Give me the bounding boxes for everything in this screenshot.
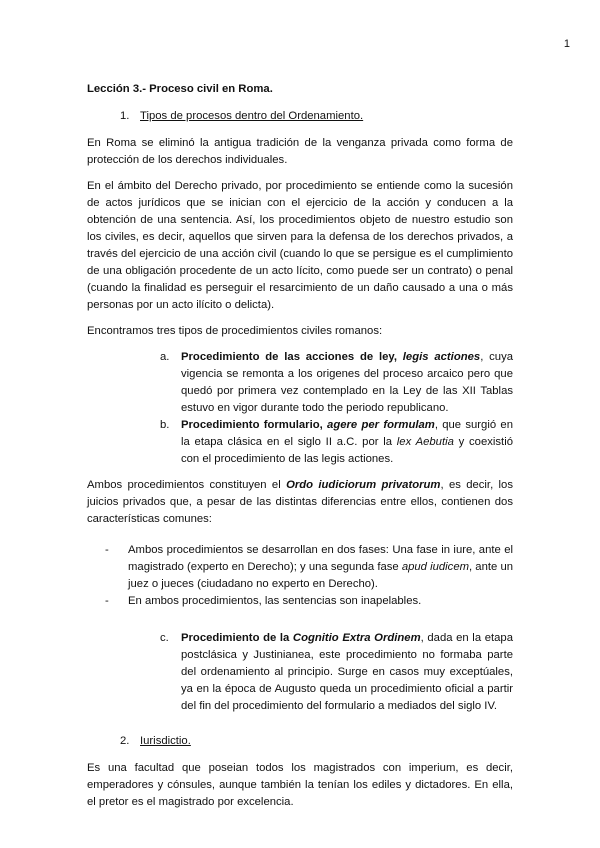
section-heading-1 — [120, 108, 513, 125]
section-number: 2. — [120, 735, 130, 747]
list-item: c. Procedimiento de la Cognitio Extra Ordinem, dada en la etapa postclásica y Justinianea, este procedimiento no formaba parte del ordenamiento al principio. Surge en casos muy exceptúales, ya en la época de Augusto queda un procedimiento oficial a partir del fin del procedimiento del formulario a mediados del siglo IV. — [160, 632, 513, 712]
paragraph: Encontramos tres tipos de procedimientos civiles romanos: — [87, 325, 383, 337]
paragraph: En Roma se eliminó la antigua tradición de la venganza privada como forma de protección de los derechos individuales. — [87, 137, 513, 166]
page-number: 1 — [563, 38, 570, 50]
list-marker: - — [105, 544, 109, 556]
paragraph: Ambos procedimientos constituyen el Ordo iudiciorum privatorum, es decir, los juicios privados que, a pesar de las distintas diferencias entre ellos, contienen dos características comunes: — [87, 479, 513, 525]
lesson-title: Lección 3.- Proceso civil en Roma. — [87, 83, 273, 95]
list-item: b. Procedimiento formulario, agere per formulam, que surgió en la etapa clásica en el siglo II a.C. por la lex Aebutia y coexistió con el procedimiento de las legis actiones. — [160, 419, 513, 465]
section-title: Iurisdictio. — [140, 735, 191, 747]
section-title: Tipos de procesos dentro del Ordenamiento. — [140, 110, 364, 122]
section-heading-2 — [120, 733, 513, 750]
procedure-list-continued — [160, 630, 513, 715]
paragraph: Es una facultad que poseian todos los magistrados con imperium, es decir, emperadores y cónsules, aunque también la tenían los ediles y dictadores. En ella, el pretor es el magistrado por excelencia. — [87, 762, 513, 808]
list-marker: - — [105, 595, 109, 607]
list-item: - En ambos procedimientos, las sentencias son inapelables. — [105, 593, 513, 610]
list-marker: a. — [160, 351, 170, 363]
characteristics-list — [105, 542, 513, 610]
document-body — [87, 81, 513, 820]
list-marker: c. — [160, 632, 169, 644]
list-item: a. Procedimiento de las acciones de ley, legis actiones, cuya vigencia se remonta a los origenes del proceso arcaico pero que quedó por primera vez contemplado en la Ley de las XII Tablas estuvo en vigor durante todo the periodo republicano. — [160, 351, 514, 414]
list-marker: b. — [160, 419, 170, 431]
paragraph: En el ámbito del Derecho privado, por procedimiento se entiende como la sucesión de actos jurídicos que se inician con el ejercicio de la acción y conducen a la obtención de una sentencia. Así, los procedimientos objeto de nuestro estudio son los civiles, es decir, aquellos que sirven para la defensa de los derechos privados, a través del ejercicio de una acción civil (cuando lo que se persigue es el cumplimiento de una obligación procedente de un acto lícito, como puede ser un contrato) o penal (cuando la finalidad es perseguir el resarcimiento de un daño causado a una o más personas por un acto ilícito o delicta). — [87, 180, 513, 311]
list-item: - Ambos procedimientos se desarrollan en dos fases: Una fase in iure, ante el magistrado (experto en Derecho); y una segunda fase apud iudicem, ante un juez o jueces (ciudadano no experto en Derecho). — [105, 544, 514, 590]
procedure-list — [160, 349, 513, 468]
section-number: 1. — [120, 110, 130, 122]
